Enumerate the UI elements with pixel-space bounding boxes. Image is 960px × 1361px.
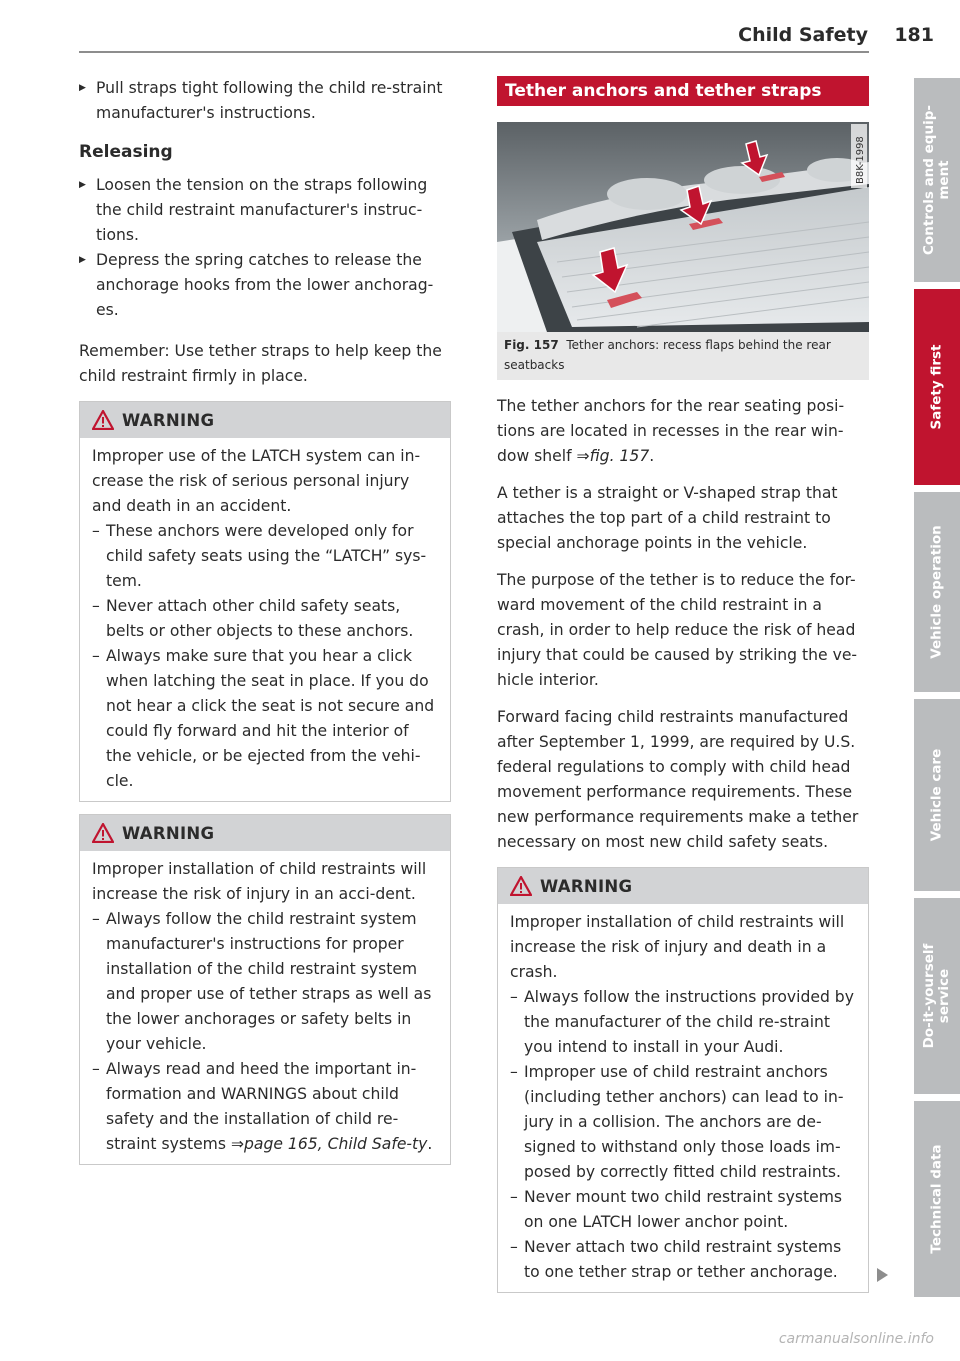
warning-body	[80, 438, 450, 801]
figure-caption	[497, 332, 869, 380]
warning-item: – Improper use of child restraint anchors (including tether anchors) can lead to in-jury in a collision. The anchors are de-signed to withstand only those loads im-posed by correctly fitted child restraints.	[510, 1060, 856, 1185]
warning-title: WARNING	[540, 876, 633, 896]
figure-code: B8K-1998	[855, 136, 866, 184]
figure-reference-link[interactable]: ⇒fig. 157	[576, 447, 650, 465]
warning-item-text: Always read and heed the important in-formation and WARNINGS about child safety and the installation of child re-straint systems	[106, 1060, 417, 1153]
chapter-tab-label: Do-it-yourself service	[921, 943, 952, 1049]
warning-header	[498, 868, 868, 904]
warning-title: WARNING	[122, 410, 215, 430]
page-number: 181	[894, 24, 934, 46]
chapter-tab-controls[interactable]	[914, 78, 960, 282]
warning-box-latch	[79, 401, 451, 802]
warning-intro: Improper installation of child restraints will increase the risk of injury in an acci-dent.	[92, 860, 427, 903]
bullet-loosen-tension: ▶ Loosen the tension on the straps following the child restraint manufacturer's instruc-tions.	[79, 173, 451, 248]
header-rule	[79, 51, 869, 53]
remember-paragraph: Remember: Use tether straps to help keep the child restraint firmly in place.	[79, 342, 442, 385]
warning-box-installation	[79, 814, 451, 1165]
right-column	[497, 76, 869, 1293]
rear-window-shelf-illustration	[497, 122, 869, 332]
sentence-end: .	[427, 1135, 433, 1153]
releasing-heading: Releasing	[79, 142, 173, 162]
warning-triangle-icon	[510, 876, 532, 896]
tether-purpose-paragraph: The purpose of the tether is to reduce the for-ward movement of the child restraint in a crash, in order to help reduce the risk of head injury that could be caused by striking the ve-hicle interior.	[497, 571, 858, 689]
figure-caption-text: Tether anchors: recess flaps behind the rear seatbacks	[504, 338, 831, 372]
chapter-tab-vehicle-care[interactable]	[914, 699, 960, 891]
warning-body	[80, 851, 450, 1164]
bullet-depress-catches: ▶ Depress the spring catches to release the anchorage hooks from the lower anchorag-es.	[79, 248, 451, 323]
left-column	[79, 76, 451, 1165]
warning-triangle-icon	[92, 410, 114, 430]
chapter-tab-label: Safety first	[928, 344, 945, 430]
warning-title: WARNING	[122, 823, 215, 843]
figure-label: Fig. 157	[504, 338, 559, 352]
watermark: carmanualsonline.info	[778, 1331, 934, 1347]
warning-body	[498, 904, 868, 1292]
chapter-tab-label: Vehicle operation	[928, 525, 945, 659]
running-header-section: Child Safety	[738, 24, 868, 46]
chapter-tab-technical-data[interactable]	[914, 1101, 960, 1297]
paragraph-text: The tether anchors for the rear seating posi-tions are located in recesses in the rear win-dow shelf	[497, 397, 845, 465]
continued-arrow-icon	[877, 1268, 888, 1282]
warning-item: – These anchors were developed only for child safety seats using the “LATCH” sys-tem.	[92, 519, 438, 594]
warning-item	[92, 1057, 438, 1157]
warning-intro: Improper installation of child restraints will increase the risk of injury and death in a crash.	[510, 913, 845, 981]
tether-location-paragraph	[497, 394, 869, 469]
warning-item: – Always make sure that you hear a click when latching the seat in place. If you do not hear a click the seat is not secure and could fly forward and hit the interior of the vehicle, or be ejected from the vehi-cle.	[92, 644, 438, 794]
warning-item: – Never attach other child safety seats, belts or other objects to these anchors.	[92, 594, 438, 644]
warning-triangle-icon	[92, 823, 114, 843]
chapter-tab-vehicle-operation[interactable]	[914, 492, 960, 692]
warning-header	[80, 815, 450, 851]
warning-item: – Never attach two child restraint systems to one tether strap or tether anchorage.	[510, 1235, 856, 1285]
chapter-tab-safety[interactable]	[914, 289, 960, 485]
chapter-tab-diy-service[interactable]	[914, 898, 960, 1094]
page-reference-link[interactable]: ⇒page 165, Child Safe-ty	[230, 1135, 428, 1153]
warning-header	[80, 402, 450, 438]
chapter-tab-label: Technical data	[928, 1144, 945, 1254]
sentence-end: .	[649, 447, 655, 465]
regulations-paragraph: Forward facing child restraints manufactured after September 1, 1999, are required by U.S. federal regulations to comply with child head movement performance requirements. These new performance requirements make a tether necessary on most new child safety seats.	[497, 708, 859, 851]
tether-definition-paragraph: A tether is a straight or V-shaped strap that attaches the top part of a child restraint to special anchorage points in the vehicle.	[497, 484, 838, 552]
chapter-tab-label: Vehicle care	[928, 748, 945, 842]
chapter-tab-label: Controls and equip- ment	[921, 105, 952, 255]
bullet-pull-straps: ▶ Pull straps tight following the child re-straint manufacturer's instructions.	[79, 76, 451, 126]
warning-item: – Never mount two child restraint systems on one LATCH lower anchor point.	[510, 1185, 856, 1235]
warning-item: – Always follow the instructions provided by the manufacturer of the child re-straint you intend to install in your Audi.	[510, 985, 856, 1060]
warning-intro: Improper use of the LATCH system can in-crease the risk of serious personal injury and death in an accident.	[92, 447, 421, 515]
figure-tether-anchors	[497, 122, 869, 332]
warning-item: – Always follow the child restraint system manufacturer's instructions for proper installation of the child restraint system and proper use of tether straps as well as the lower anchorages or safety belts in your vehicle.	[92, 907, 438, 1057]
section-title-bar: Tether anchors and tether straps	[497, 76, 869, 106]
warning-box-tether	[497, 867, 869, 1293]
